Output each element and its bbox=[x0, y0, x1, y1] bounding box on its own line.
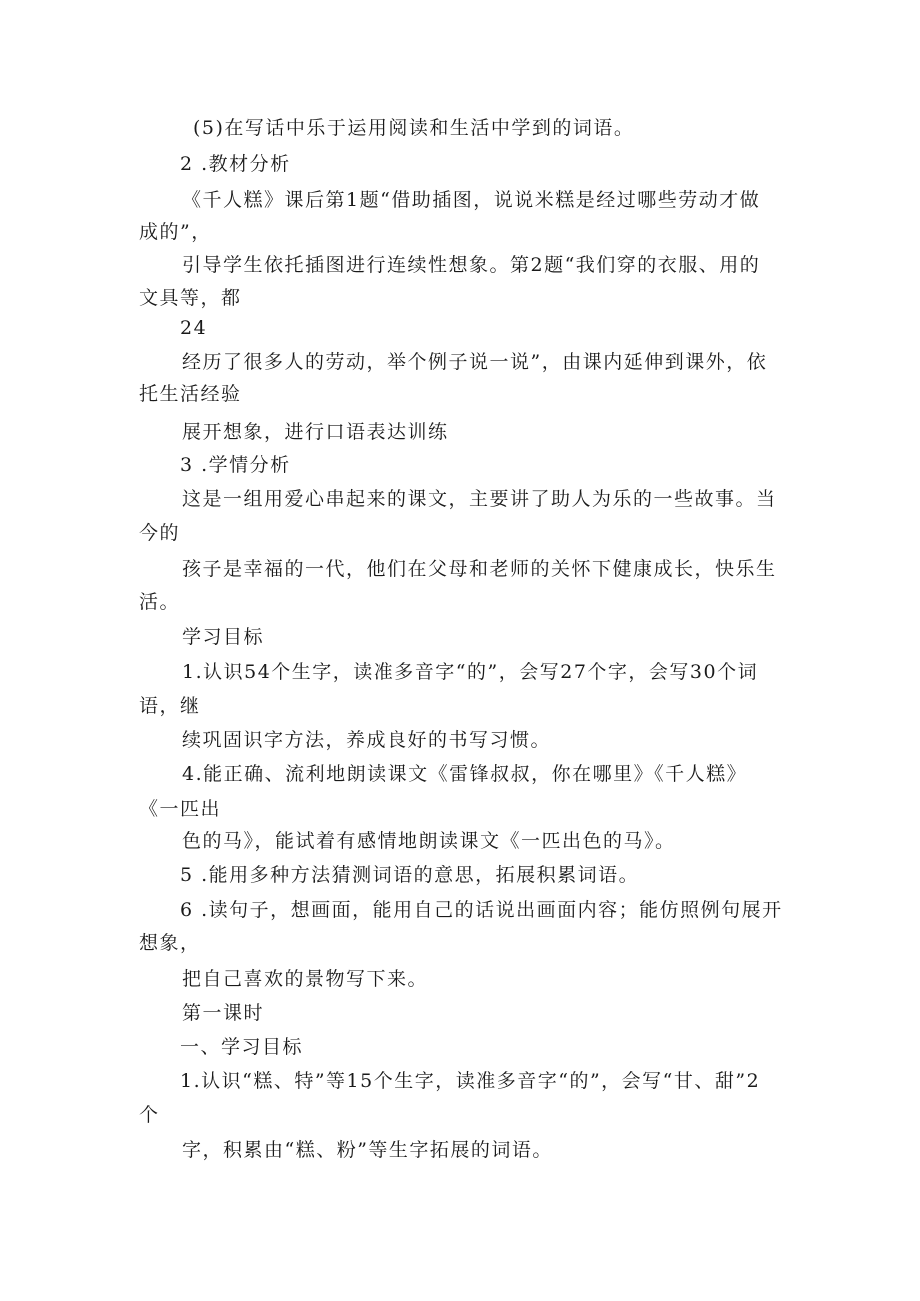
section-heading: 第一课时 bbox=[182, 1002, 265, 1024]
text-line: 文具等，都 bbox=[139, 287, 242, 309]
page-number: 24 bbox=[180, 317, 208, 339]
text-line: 《一匹出 bbox=[139, 798, 222, 820]
text-line: 这是一组用爱心串起来的课文，主要讲了助人为乐的一些故事。当 bbox=[182, 488, 777, 510]
text-line: 色的马》，能试着有感情地朗读课文《一匹出色的马》。 bbox=[182, 830, 676, 852]
text-line: 经历了很多人的劳动，举个例子说一说”，由课内延伸到课外，依 bbox=[182, 351, 768, 373]
text-line: 今的 bbox=[139, 522, 181, 544]
text-line: 字，积累由“糕、粉”等生字拓展的词语。 bbox=[182, 1139, 553, 1161]
text-line: 《千人糕》课后第1题“借助插图，说说米糕是经过哪些劳动才做 bbox=[182, 189, 761, 211]
section-heading: 3 .学情分析 bbox=[180, 454, 291, 476]
section-heading: 一、学习目标 bbox=[180, 1036, 304, 1058]
text-line: 6 .读句子，想画面，能用自己的话说出画面内容；能仿照例句展开 bbox=[180, 899, 783, 921]
text-line: (5)在写话中乐于运用阅读和生活中学到的词语。 bbox=[193, 117, 635, 139]
text-line: 想象， bbox=[139, 932, 201, 954]
text-line: 引导学生依托插图进行连续性想象。第2题“我们穿的衣服、用的 bbox=[182, 254, 761, 276]
text-line: 展开想象，进行口语表达训练 bbox=[182, 421, 449, 443]
text-line: 5 .能用多种方法猜测词语的意思，拓展积累词语。 bbox=[180, 864, 640, 886]
text-line: 孩子是幸福的一代，他们在父母和老师的关怀下健康成长，快乐生 bbox=[182, 558, 777, 580]
text-line: 语，继 bbox=[139, 695, 201, 717]
text-line: 成的”， bbox=[139, 221, 212, 243]
section-heading: 学习目标 bbox=[182, 626, 265, 648]
text-line: 个 bbox=[139, 1104, 160, 1126]
text-line: 4.能正确、流利地朗读课文《雷锋叔叔，你在哪里》《千人糕》 bbox=[182, 763, 748, 785]
section-heading: 2 .教材分析 bbox=[180, 153, 291, 175]
text-line: 把自己喜欢的景物写下来。 bbox=[182, 968, 429, 990]
text-line: 1.认识“糕、特”等15个生字，读准多音字“的”，会写“甘、甜”2 bbox=[180, 1070, 761, 1092]
text-line: 1.认识54个生字，读准多音字“的”，会写27个字，会写30个词 bbox=[182, 661, 759, 683]
text-line: 托生活经验 bbox=[139, 383, 242, 405]
text-line: 活。 bbox=[139, 591, 181, 613]
text-line: 续巩固识字方法，养成良好的书写习惯。 bbox=[182, 729, 552, 751]
